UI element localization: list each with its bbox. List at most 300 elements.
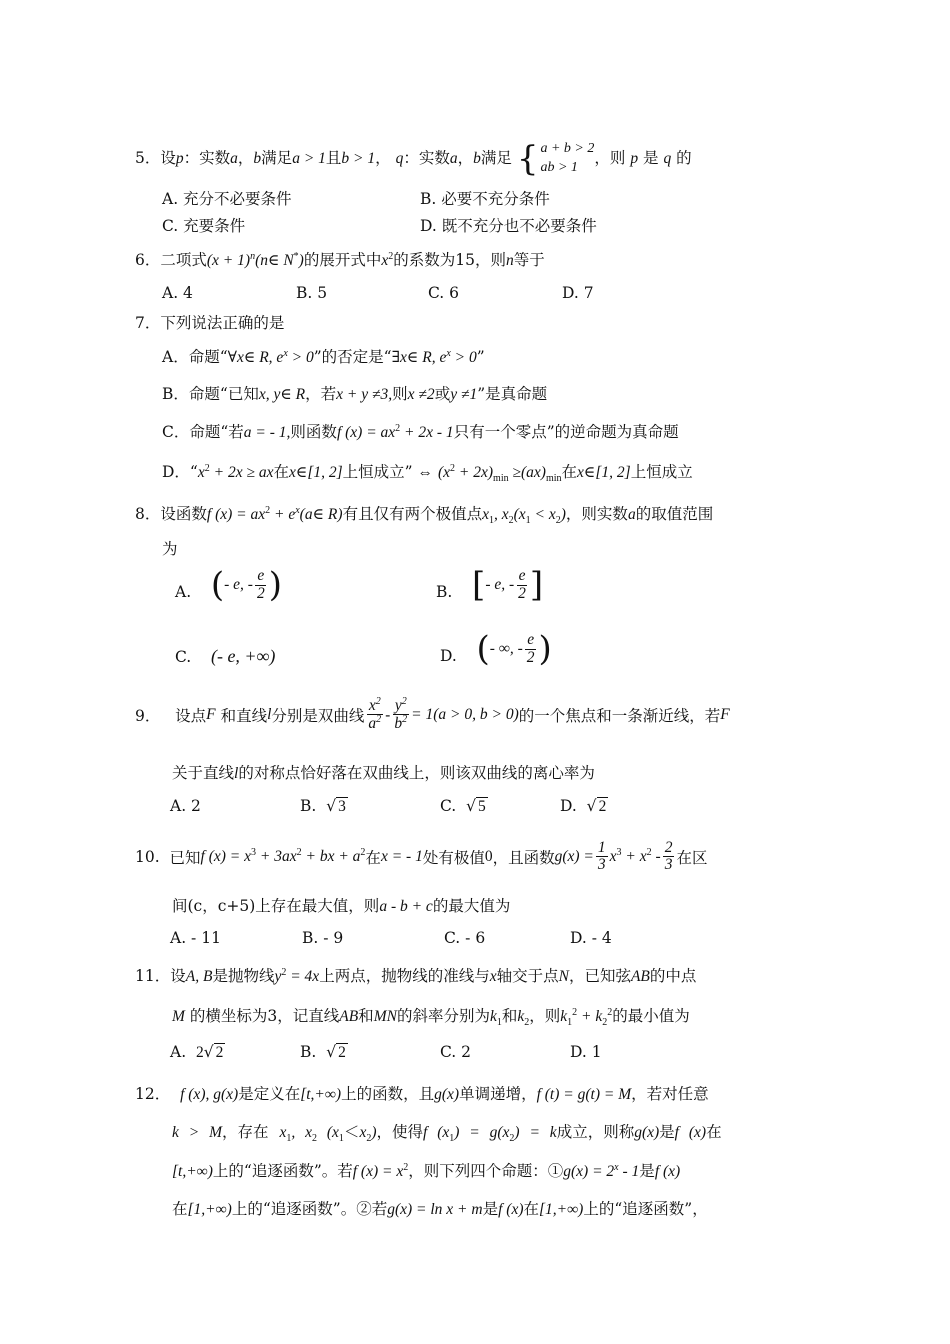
text: D．“ [162, 463, 198, 481]
text: 轴交于点 [496, 967, 559, 985]
q7-option-b [162, 382, 547, 404]
paren: [ [472, 565, 486, 605]
system-row: ab > 1 [540, 159, 578, 175]
text: 处有极值 [422, 848, 485, 867]
q6-stem [135, 248, 545, 270]
text: ：实数 [403, 148, 450, 167]
text: A．命题“ [162, 348, 228, 366]
text: 在 [273, 463, 289, 481]
math: (- e, +∞) [210, 646, 276, 666]
text: 是定义在 [238, 1085, 301, 1103]
math: 3 [616, 847, 622, 859]
text: ” [476, 348, 485, 366]
text: 在区 [676, 848, 708, 867]
math: f (t) = g(t) = M [536, 1086, 632, 1103]
math: - e, - [224, 576, 253, 593]
math: ) [560, 506, 566, 523]
text: 的斜率分别为 [396, 1007, 490, 1025]
math: b [253, 149, 262, 167]
math: x [279, 1124, 287, 1141]
q8-number: 8． [135, 505, 161, 523]
text: 在 [706, 1123, 722, 1141]
math: min [493, 473, 509, 485]
math: 1 [525, 515, 531, 527]
q7-option-d [162, 460, 693, 484]
q9-option-b [300, 797, 348, 816]
option-label: D. [440, 647, 457, 665]
math: y ≠1 [450, 386, 478, 403]
option-label: B. [300, 797, 317, 815]
text: 设点 [175, 706, 207, 725]
text: ， [457, 148, 474, 167]
math: 2 [524, 1017, 530, 1029]
text: 和 [501, 1007, 518, 1025]
math: p [175, 149, 184, 167]
text: ， [237, 148, 254, 167]
numerator: e [527, 631, 535, 649]
math: k [489, 1008, 497, 1025]
math: x, y∈ R [258, 386, 306, 403]
text: 和 [358, 1007, 374, 1025]
option-label: D. [560, 797, 577, 815]
text: ，则 [594, 148, 626, 167]
math: [1,+∞) [539, 1201, 584, 1218]
math: k [517, 1008, 525, 1025]
math: x [359, 1124, 367, 1141]
math: 2 [195, 1044, 204, 1061]
text: 的取值范围 [635, 505, 714, 523]
math: a [230, 149, 238, 167]
sqrt: √ 3 [326, 797, 346, 815]
q10-option-c: C. - 6 [444, 929, 486, 947]
paren: ] [529, 565, 544, 605]
math: 2 [572, 1006, 578, 1018]
text: 上恒成立 [630, 463, 693, 481]
numerator: y [394, 697, 402, 715]
q6-option-c: C. 6 [428, 284, 460, 302]
q8-stem [135, 502, 713, 526]
q7-stem [135, 311, 284, 333]
math: 2 [602, 1017, 608, 1029]
text: 关于直线 [172, 764, 235, 782]
text: ，使得 [376, 1123, 424, 1141]
math: 2 [395, 422, 401, 434]
q5-stem [135, 140, 692, 178]
numerator: e [257, 567, 265, 585]
text: 的展开式中 [303, 251, 382, 269]
text: 的最小值为 [612, 1007, 690, 1025]
numerator: e [518, 567, 526, 585]
q9-stem-cont [172, 761, 595, 783]
math: = 1(a > 0, b > 0) [411, 705, 519, 723]
math: 2 [376, 714, 382, 726]
math: 2 [403, 1161, 409, 1173]
text: C．命题“若 [162, 423, 244, 441]
text: 或 [434, 385, 451, 403]
math: f (x) [498, 1201, 524, 1218]
option-label: A. [175, 583, 192, 601]
math: , x [493, 506, 509, 523]
q6-option-a: A. 4 [162, 284, 193, 302]
text: 满足 [480, 148, 512, 167]
text: 设 [160, 148, 176, 167]
math: 1 [488, 515, 494, 527]
text: 则函数 [290, 423, 337, 441]
math: + bx + a [301, 848, 361, 866]
text: ，存在 [222, 1123, 269, 1141]
text: 上的函数，且 [341, 1085, 435, 1103]
math: + e [270, 506, 296, 523]
text: 是 [659, 1123, 675, 1141]
math: x [283, 347, 288, 359]
text: 的一个焦点和一条渐近线，若 [518, 706, 721, 725]
text: ，则实数 [565, 505, 628, 523]
math: b [473, 149, 481, 167]
math: a - b + c [379, 898, 433, 915]
numerator: 2 [664, 839, 673, 856]
text: 满足 [261, 148, 293, 167]
math: f (x) = x [200, 848, 252, 866]
q11-option-d: D. 1 [570, 1043, 602, 1061]
fraction [392, 697, 409, 733]
text: ，若 [305, 385, 337, 403]
text: 分别是双曲线 [271, 706, 365, 725]
text: 且 [325, 148, 342, 167]
option-label: B. [436, 583, 453, 601]
math: g(x) = 2 [563, 1163, 615, 1180]
math: g(x) = ln x + m [387, 1201, 483, 1218]
q12-line-1 [135, 1082, 709, 1104]
math: f (x) [674, 1124, 707, 1141]
q5-number: 5． [135, 148, 161, 167]
denominator: 2 [256, 584, 265, 602]
text: 上恒成立” [342, 463, 413, 481]
text: 在 [561, 463, 578, 481]
math: 1 [286, 1133, 292, 1145]
numerator: x [368, 697, 376, 715]
text: ，则下列四个命题：① [408, 1162, 564, 1180]
math: x = - 1 [380, 847, 423, 865]
text: 在 [523, 1200, 540, 1218]
math: k > M [172, 1124, 223, 1141]
sqrt: √ 5 [466, 797, 486, 815]
math: (x + 1) [206, 252, 251, 269]
math: ∀x∈ R, e [227, 349, 284, 366]
math: M [172, 1008, 185, 1025]
text: 的系数为15，则 [393, 251, 506, 269]
text: 下列说法正确的是 [160, 314, 285, 332]
math: + 3ax [256, 848, 297, 866]
math: min [545, 473, 562, 485]
q8-option-c [175, 646, 275, 667]
denominator: b [394, 715, 403, 733]
math: 2 [265, 504, 271, 516]
text: ”的否定是“ [313, 348, 392, 366]
sqrt: √ 2 [203, 1043, 224, 1061]
q5-option-a: A. 充分不必要条件 [162, 190, 292, 208]
q8-option-b [436, 565, 544, 605]
math: ) = k [514, 1124, 557, 1141]
q11-stem [135, 964, 696, 986]
text: 设函数 [160, 505, 207, 523]
math: + 2x) [455, 464, 494, 481]
math: k [560, 1008, 568, 1025]
fraction [255, 568, 267, 602]
denominator: 3 [664, 856, 673, 874]
math: 2 [607, 1006, 613, 1018]
math: b > 1 [341, 149, 376, 167]
denominator: 2 [526, 648, 535, 666]
q10-option-b: B. - 9 [302, 929, 344, 947]
math: k [595, 1008, 603, 1025]
q11-number: 11． [135, 967, 171, 985]
math: - e, - [485, 576, 515, 593]
option-label: C. [440, 797, 457, 815]
math: 2 [296, 847, 302, 859]
text: 只有一个零点”的逆命题为真命题 [453, 423, 679, 441]
math: - [385, 705, 391, 724]
text: 是 [482, 1200, 499, 1218]
sqrt: √ 2 [586, 797, 607, 815]
text: 上的“追逐函数”， [583, 1200, 708, 1218]
q6-option-b: B. 5 [296, 284, 328, 302]
math: l [267, 705, 272, 723]
q11-option-c: C. 2 [440, 1043, 472, 1061]
q12-line-3 [172, 1159, 680, 1181]
text: 的对称点恰好落在双曲线上，则该双曲线的离心率为 [238, 764, 595, 782]
text: 已知 [169, 848, 201, 867]
radicand: 5 [477, 798, 486, 815]
numerator: 1 [597, 839, 606, 856]
q8-stem-cont: 为 [162, 540, 178, 558]
math: 2 [360, 847, 366, 859]
math: + 2x ≥ ax [209, 464, 274, 481]
math: x [446, 347, 451, 359]
radicand: 2 [598, 798, 607, 815]
math: < x [530, 506, 556, 523]
denominator: 2 [518, 584, 526, 602]
option-label: B. [300, 1043, 317, 1061]
math: [t,+∞) [300, 1086, 342, 1103]
text: 和直线 [220, 706, 268, 725]
math: g(x) [434, 1086, 460, 1103]
q5-option-d: D. 既不充分也不必要条件 [420, 217, 597, 235]
radicand: 2 [338, 1044, 346, 1061]
math: 2 [281, 966, 287, 978]
text: 的最大值为 [432, 897, 511, 915]
math: 2 [312, 1133, 317, 1145]
q9-option-d [560, 797, 608, 816]
math: a [449, 149, 458, 167]
text: B．命题“已知 [162, 385, 259, 403]
text: 是 [639, 1162, 655, 1180]
paren: ) [268, 565, 282, 605]
paren: ) [538, 629, 552, 669]
math: AB [630, 968, 650, 985]
math: q [663, 149, 672, 167]
math: 2 [555, 515, 561, 527]
paren: ( [476, 629, 490, 669]
math: + x [621, 848, 647, 866]
math: 2 [402, 714, 408, 726]
math: a [627, 506, 636, 523]
q5-option-c: C. 充要条件 [162, 217, 246, 235]
math: + 2x - 1 [400, 424, 454, 441]
q7-option-a [162, 345, 485, 367]
math: ) [298, 252, 304, 269]
paren: ( [210, 565, 225, 605]
math: ⇔ [417, 464, 434, 481]
text: ：实数 [183, 148, 231, 167]
text: 等于 [513, 251, 545, 269]
q10-option-a: A. - 11 [170, 929, 221, 947]
text: 有且仅有两个极值点 [342, 505, 483, 523]
math: ) [371, 1124, 377, 1141]
option-label: C. [175, 648, 192, 666]
math: x [614, 1161, 619, 1173]
math: 2 [509, 1133, 515, 1145]
math: l [234, 765, 239, 782]
q10-number: 10. [135, 847, 160, 866]
fraction [516, 568, 528, 602]
math: n [505, 252, 514, 269]
text: 在 [172, 1200, 188, 1218]
fraction [596, 840, 608, 874]
math: * [293, 250, 299, 262]
math: 2 [401, 696, 407, 707]
text: 设 [170, 967, 186, 985]
math: 2 [366, 1133, 372, 1145]
math: A, B [185, 968, 213, 985]
math: p [630, 149, 639, 167]
math: x [482, 506, 489, 523]
q7-number: 7． [135, 314, 161, 332]
math: - 1 [618, 1163, 640, 1180]
text: 在 [365, 848, 381, 867]
math: a = - 1, [243, 424, 291, 441]
math: (n∈ N [255, 252, 294, 269]
math: 2 [450, 462, 456, 474]
math: (x [437, 464, 451, 481]
math: f (x) = x [352, 1163, 404, 1180]
math: F [206, 705, 216, 723]
math: ∃x∈ R, e [391, 349, 447, 366]
text: 的中点 [649, 967, 697, 985]
math: x [489, 968, 497, 985]
q11-option-a [170, 1043, 225, 1062]
math: [t,+∞) [172, 1163, 213, 1180]
radicand: 3 [338, 798, 346, 815]
math: f (x) [654, 1163, 681, 1180]
text: 间(c，c+5)上存在最大值，则 [172, 897, 380, 915]
option-label: A. [170, 1043, 187, 1061]
q9-number: 9． [135, 706, 161, 725]
math: x [295, 504, 300, 516]
fraction [525, 632, 537, 666]
math: x∈[1, 2] [577, 464, 631, 481]
fraction [663, 840, 675, 874]
math: (x [513, 506, 526, 523]
math: 1 [567, 1017, 573, 1029]
math: = 4x [286, 968, 320, 985]
math: f (x), g(x) [180, 1086, 239, 1103]
math: g(x) [634, 1124, 660, 1141]
q11-stem-cont [172, 1004, 690, 1028]
math: , x [291, 1124, 312, 1141]
text: ，则 [529, 1007, 561, 1025]
math: - [651, 848, 661, 866]
math: AB [339, 1008, 359, 1025]
math: x [609, 848, 617, 866]
denominator: a [368, 715, 377, 733]
math: 2 [508, 515, 514, 527]
text: ， [375, 148, 391, 167]
q9-stem [135, 697, 730, 733]
math: x [197, 464, 205, 481]
math: 2 [375, 696, 381, 707]
q8-option-d [440, 629, 552, 669]
math: + [577, 1008, 596, 1025]
math: [1,+∞) [187, 1201, 232, 1218]
math: x + y ≠3, [336, 386, 393, 403]
q9-option-c [440, 797, 488, 816]
q5-option-b: B. 必要不充分条件 [420, 190, 550, 208]
math: x∈[1, 2] [289, 464, 343, 481]
text: ，且函数 [492, 848, 555, 867]
q10-stem-cont [172, 894, 510, 916]
math: - ∞, - [489, 640, 523, 657]
math: n [250, 250, 256, 262]
q11-option-b [300, 1043, 348, 1062]
text: ，若对任意 [631, 1085, 709, 1103]
text: 上两点，抛物线的准线与 [319, 967, 490, 985]
math: 1 [496, 1017, 502, 1029]
math: q [395, 149, 404, 167]
q6-option-d: D. 7 [562, 284, 594, 302]
math: 1 [338, 1133, 344, 1145]
sqrt: √ 2 [326, 1043, 346, 1061]
math: ) = g(x [454, 1124, 510, 1141]
q8-option-a [175, 565, 282, 605]
math: y [274, 968, 282, 985]
q12-number: 12． [135, 1085, 171, 1103]
math: F [720, 705, 730, 723]
system-row: a + b > 2 [540, 141, 595, 156]
math: > 0 [287, 349, 314, 366]
q10-stem [135, 840, 707, 874]
q12-line-2 [172, 1120, 722, 1144]
math: (a∈ R) [299, 506, 343, 523]
text: 上的“追逐函数”。若 [212, 1162, 353, 1180]
math: f (x [423, 1124, 450, 1141]
q9-option-a: A. 2 [170, 797, 201, 815]
text: 是抛物线 [212, 967, 275, 985]
math: ≥(ax) [508, 464, 546, 481]
math: a > 1 [292, 149, 326, 167]
math: 0 [484, 847, 493, 865]
math: 2 [204, 462, 210, 474]
q7-option-c [162, 420, 679, 442]
q6-number: 6． [135, 251, 161, 269]
math: 2 [646, 847, 652, 859]
math: g(x) = [554, 847, 594, 865]
q10-option-d: D. - 4 [570, 929, 612, 947]
text: 单调递增， [459, 1085, 537, 1103]
math: x [381, 252, 389, 269]
math: 1 [449, 1133, 455, 1145]
math: ＜ [343, 1123, 360, 1141]
text: ，已知弦 [568, 967, 631, 985]
